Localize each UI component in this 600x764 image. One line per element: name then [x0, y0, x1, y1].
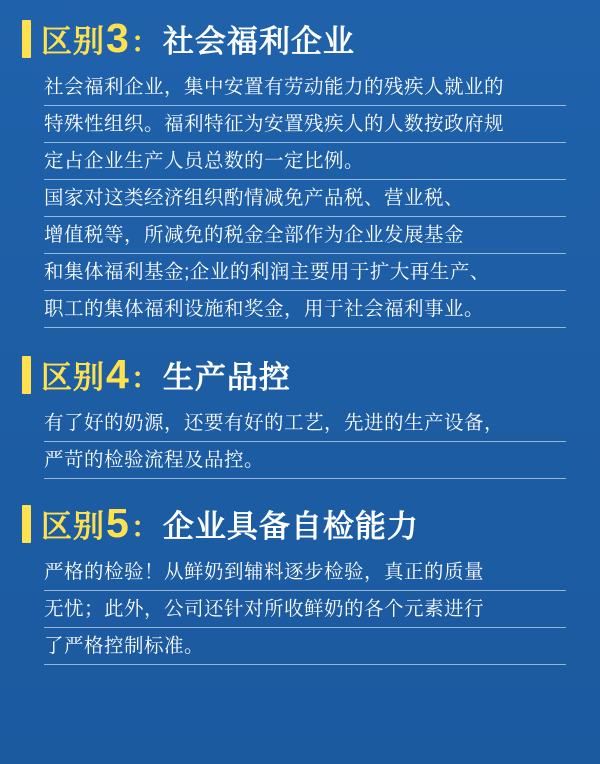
body-line: 增值税等，所减免的税金全部作为企业发展基金 [44, 217, 566, 254]
body-line: 有了好的奶源，还要有好的工艺，先进的生产设备， [44, 405, 566, 442]
section-body [22, 405, 574, 479]
section-body [22, 554, 574, 665]
heading-text [41, 351, 291, 397]
section-heading [22, 500, 574, 546]
heading-text [41, 500, 419, 546]
heading-number: 3 [106, 15, 130, 61]
heading-title: 企业具备自检能力 [162, 509, 419, 544]
body-line: 定占企业生产人员总数的一定比例。 [44, 143, 566, 180]
body-line: 严苛的检验流程及品控。 [44, 442, 566, 479]
body-line: 了严格控制标准。 [44, 628, 566, 665]
section-heading [22, 15, 574, 61]
heading-colon: ： [130, 27, 161, 59]
heading-label: 区别 [41, 24, 105, 59]
accent-bar-icon [22, 505, 31, 543]
body-line: 职工的集体福利设施和奖金，用于社会福利事业。 [44, 291, 566, 328]
heading-title: 社会福利企业 [162, 24, 355, 59]
section-difference-4 [0, 328, 600, 479]
heading-label: 区别 [41, 509, 105, 544]
body-line: 无忧；此外，公司还针对所收鲜奶的各个元素进行 [44, 591, 566, 628]
heading-text [41, 15, 355, 61]
section-difference-3 [0, 0, 600, 328]
heading-title: 生产品控 [162, 360, 291, 395]
heading-label: 区别 [41, 360, 105, 395]
body-line: 国家对这类经济组织酌情减免产品税、营业税、 [44, 180, 566, 217]
section-difference-5 [0, 479, 600, 665]
body-line: 特殊性组织。福利特征为安置残疾人的人数按政府规 [44, 106, 566, 143]
heading-number: 5 [106, 500, 130, 546]
accent-bar-icon [22, 20, 31, 58]
heading-colon: ： [130, 512, 161, 544]
body-line: 严格的检验！从鲜奶到辅料逐步检验，真正的质量 [44, 554, 566, 591]
section-heading [22, 351, 574, 397]
heading-colon: ： [130, 363, 161, 395]
section-body [22, 69, 574, 328]
heading-number: 4 [106, 351, 130, 397]
body-line: 社会福利企业，集中安置有劳动能力的残疾人就业的 [44, 69, 566, 106]
body-line: 和集体福利基金;企业的利润主要用于扩大再生产、 [44, 254, 566, 291]
accent-bar-icon [22, 356, 31, 394]
